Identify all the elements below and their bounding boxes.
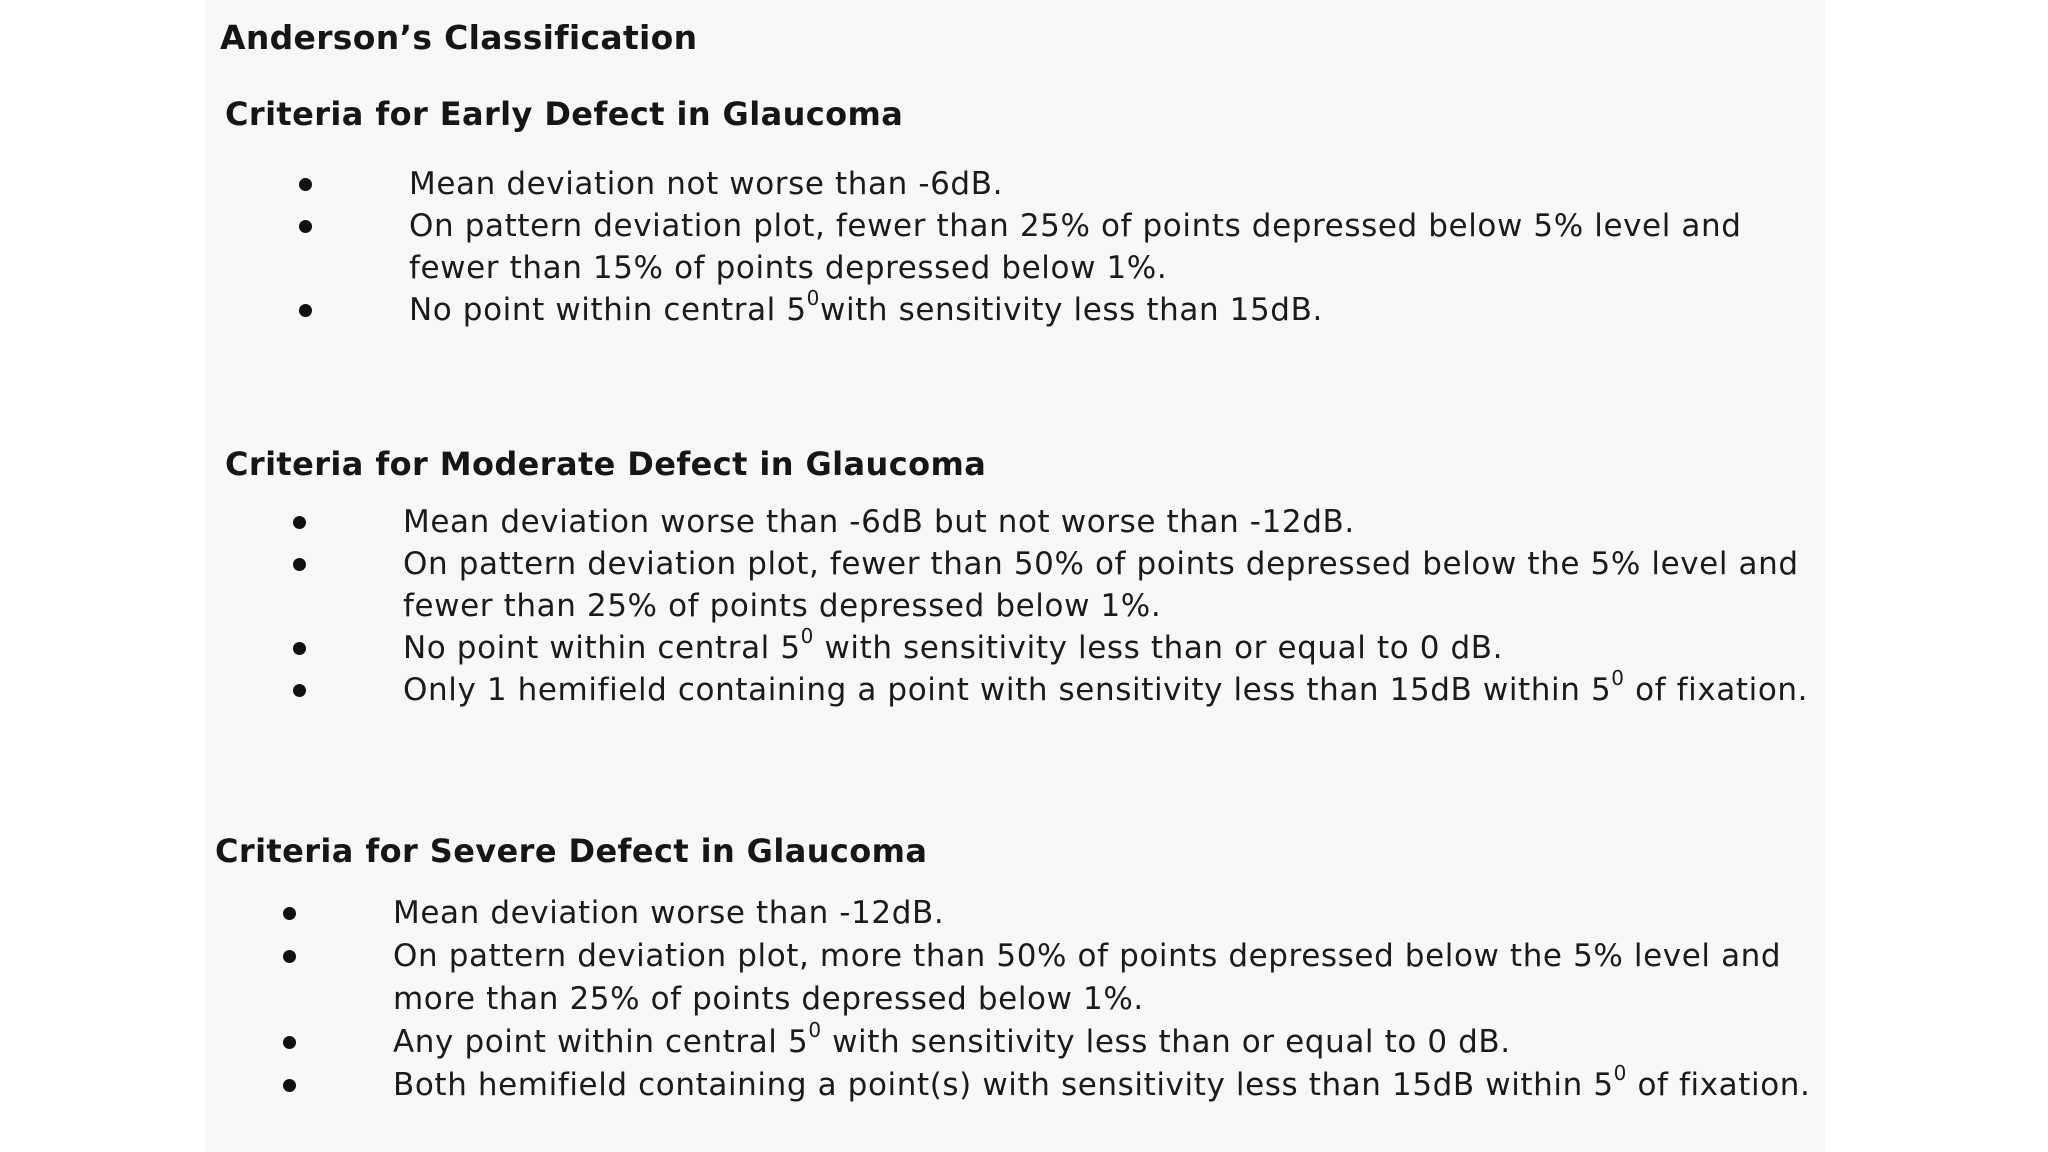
criteria-text-after: of fixation. — [1627, 1067, 1811, 1103]
bullet-icon — [283, 950, 296, 963]
criteria-text-before: Only 1 hemifield containing a point with sensitivity less than 15dB within 5 — [403, 672, 1612, 708]
criteria-item — [283, 501, 1808, 543]
bullet-icon — [283, 1036, 296, 1049]
bullet-icon — [299, 178, 312, 191]
criteria-text: On pattern deviation plot, fewer than 25% of points depressed below 5% level and — [409, 208, 1742, 244]
criteria-text — [393, 1018, 1811, 1064]
bullet-icon — [293, 642, 306, 655]
degree-superscript: 0 — [1613, 1061, 1627, 1085]
bullet-icon — [283, 907, 296, 920]
document-title: Anderson’s Classification — [220, 18, 698, 57]
section-early-defect — [225, 95, 1742, 331]
criteria-item — [289, 286, 1742, 331]
criteria-text-after: with sensitivity less than or equal to 0 dB. — [821, 1024, 1511, 1060]
criteria-text — [403, 666, 1809, 711]
criteria-item — [283, 624, 1808, 669]
criteria-item — [283, 666, 1809, 711]
bullet-icon — [293, 558, 306, 571]
section-heading-early: Criteria for Early Defect in Glaucoma — [225, 95, 904, 133]
criteria-item — [289, 163, 1742, 205]
criteria-text-continued: fewer than 15% of points depressed below 1%. — [409, 250, 1168, 286]
section-severe-defect — [215, 832, 1811, 1107]
criteria-text: Mean deviation worse than -6dB but not worse than -12dB. — [403, 504, 1355, 540]
criteria-list-early — [289, 163, 1742, 331]
criteria-text: Mean deviation worse than -12dB. — [393, 895, 945, 931]
degree-superscript: 0 — [808, 1018, 822, 1042]
section-heading-severe: Criteria for Severe Defect in Glaucoma — [215, 832, 928, 870]
criteria-item — [273, 1018, 1811, 1064]
criteria-text-after: with sensitivity less than 15dB. — [819, 292, 1323, 328]
criteria-text-after: of fixation. — [1624, 672, 1809, 708]
criteria-item — [283, 543, 1808, 627]
criteria-text-before: No point within central 5 — [403, 630, 801, 666]
criteria-text-before: Any point within central 5 — [393, 1024, 809, 1060]
criteria-text: On pattern deviation plot, more than 50% of points depressed below the 5% level and — [393, 938, 1782, 974]
section-heading-moderate: Criteria for Moderate Defect in Glaucoma — [225, 445, 987, 483]
bullet-icon — [293, 684, 306, 697]
criteria-text — [393, 1061, 1811, 1107]
bullet-icon — [299, 304, 312, 317]
bullet-icon — [293, 516, 306, 529]
criteria-text: On pattern deviation plot, fewer than 50% of points depressed below the 5% level and — [403, 546, 1799, 582]
criteria-text-after: with sensitivity less than or equal to 0 dB. — [813, 630, 1504, 666]
degree-superscript: 0 — [800, 624, 814, 648]
criteria-item — [273, 935, 1811, 1021]
criteria-list-severe — [273, 892, 1811, 1107]
criteria-item — [289, 205, 1742, 289]
criteria-item — [273, 1061, 1811, 1107]
criteria-text-before: No point within central 5 — [409, 292, 807, 328]
section-moderate-defect — [225, 445, 1809, 711]
criteria-text — [409, 286, 1742, 331]
criteria-text — [403, 624, 1808, 669]
degree-superscript: 0 — [806, 286, 820, 310]
criteria-list-moderate — [283, 501, 1808, 711]
bullet-icon — [283, 1079, 296, 1092]
bullet-icon — [299, 220, 312, 233]
criteria-text-before: Both hemifield containing a point(s) with sensitivity less than 15dB within 5 — [393, 1067, 1614, 1103]
criteria-text: Mean deviation not worse than -6dB. — [409, 166, 1004, 202]
degree-superscript: 0 — [1611, 666, 1625, 690]
criteria-text-continued: more than 25% of points depressed below 1%. — [393, 981, 1144, 1017]
criteria-item — [273, 892, 1811, 935]
criteria-text-continued: fewer than 25% of points depressed below 1%. — [403, 588, 1162, 624]
